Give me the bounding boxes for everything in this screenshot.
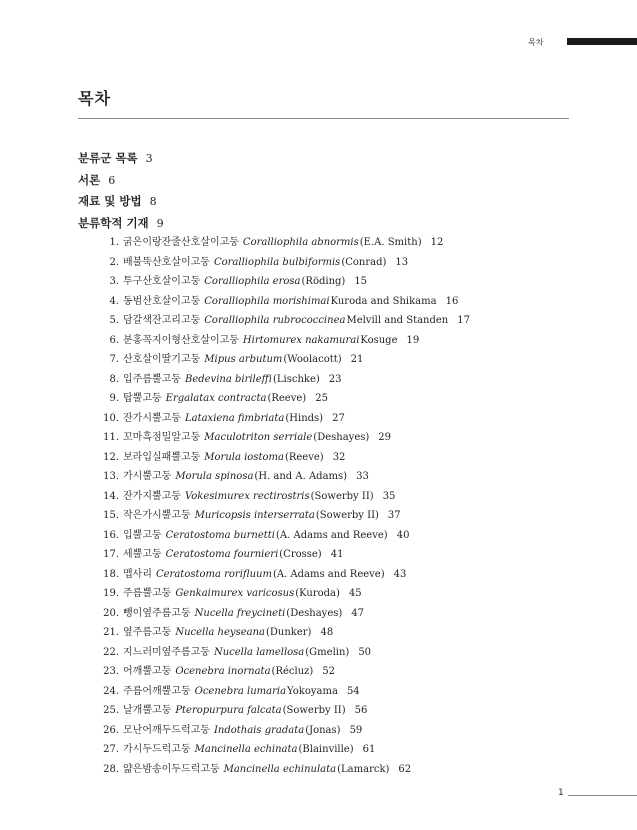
korean-name: 꼬마흑점밀알고둥 xyxy=(123,432,201,443)
korean-name: 잔가시뿔고둥 xyxy=(123,412,181,424)
entry-page: 13 xyxy=(395,256,409,268)
section-label: 서론 xyxy=(78,172,101,187)
korean-name: 옆주름고둥 xyxy=(123,627,172,638)
author-name: (Sowerby II) xyxy=(282,705,346,716)
korean-name: 맵사리 xyxy=(123,568,152,580)
scientific-name: Ocenebra inornata xyxy=(175,666,271,677)
korean-name: 분홍꼭지이형산호살이고둥 xyxy=(123,334,239,346)
scientific-name: Coralliophila bulbiformis xyxy=(213,256,341,268)
entry-number: 4. xyxy=(109,295,119,307)
section-label: 분류군 목록 xyxy=(78,151,138,165)
author-name: (Woolacott) xyxy=(283,354,342,365)
entry-page: 21 xyxy=(350,354,364,365)
section-label: 분류학적 기재 xyxy=(78,215,149,230)
entry-number: 14. xyxy=(103,490,119,502)
title-divider xyxy=(78,118,569,119)
entry-number: 23. xyxy=(103,666,119,677)
entry-number: 21. xyxy=(103,627,119,638)
page-number: 1 xyxy=(558,788,564,798)
section-page: 9 xyxy=(156,216,164,230)
author-name: (Hinds) xyxy=(285,412,324,424)
korean-name: 투구산호살이고둥 xyxy=(123,276,201,287)
entry-page: 33 xyxy=(356,471,369,482)
author-name: (Lamarck) xyxy=(337,763,390,775)
entry-page: 47 xyxy=(351,607,365,619)
author-name: (Blainville) xyxy=(298,744,354,755)
entry-page: 17 xyxy=(457,315,470,326)
entry-page: 19 xyxy=(406,334,420,346)
scientific-name: Morula spinosa xyxy=(175,471,254,482)
entry-number: 27. xyxy=(103,744,119,755)
entry-page: 62 xyxy=(398,763,412,775)
korean-name: 산호살이딸기고둥 xyxy=(123,354,201,365)
entry-number: 18. xyxy=(103,568,119,580)
entry-number: 7. xyxy=(109,354,119,365)
entry-page: 16 xyxy=(445,295,459,307)
entry-page: 54 xyxy=(346,685,360,697)
section-list xyxy=(78,148,164,234)
entry-number: 22. xyxy=(103,646,119,658)
entry-page: 41 xyxy=(330,549,344,560)
scientific-name: Ocenebra lumaria xyxy=(194,685,287,697)
korean-name: 잔가지뿔고둥 xyxy=(123,490,181,502)
page-title: 목차 xyxy=(78,89,111,108)
scientific-name: Coralliophila rubrococcinea xyxy=(204,315,346,326)
entry-number: 13. xyxy=(103,471,119,482)
korean-name: 가시뿔고둥 xyxy=(123,471,172,482)
entry-page: 25 xyxy=(315,393,328,404)
author-name: (Reeve) xyxy=(284,451,324,463)
korean-name: 배불뚝산호살이고둥 xyxy=(123,256,210,268)
author-name: (E.A. Smith) xyxy=(359,237,422,248)
korean-name: 가시두드럭고둥 xyxy=(123,744,191,755)
author-name: (Dunker) xyxy=(265,627,312,638)
entry-page: 29 xyxy=(378,432,392,443)
entry-number: 5. xyxy=(109,315,119,326)
entry-page: 61 xyxy=(362,744,376,755)
entry-number: 6. xyxy=(109,334,119,346)
section-label: 재료 및 방법 xyxy=(78,194,142,208)
entry-number: 25. xyxy=(103,705,119,716)
scientific-name: Mancinella echinata xyxy=(194,744,298,755)
korean-name: 보라입실패뿔고둥 xyxy=(123,451,201,463)
entry-number: 19. xyxy=(103,588,119,599)
author-name: (A. Adams and Reeve) xyxy=(272,568,385,580)
scientific-name: Lataxiena fimbriata xyxy=(184,412,285,424)
korean-name: 날개뿔고둥 xyxy=(123,705,172,716)
scientific-name: Genkaimurex varicosus xyxy=(175,588,295,599)
scientific-name: Vokesimurex rectirostris xyxy=(184,490,310,502)
author-name: (Crosse) xyxy=(279,549,322,560)
scientific-name: Maculotriton serriale xyxy=(204,432,313,443)
author-name: (Sowerby II) xyxy=(315,510,379,521)
korean-name: 입뿔고둥 xyxy=(123,529,162,541)
entry-number: 1. xyxy=(109,237,119,248)
author-name: (Reeve) xyxy=(267,393,307,404)
entry-page: 23 xyxy=(328,373,342,385)
author-name: (Conrad) xyxy=(341,256,387,268)
scientific-name: Ceratostoma rorifluum xyxy=(155,568,272,580)
entry-number: 11. xyxy=(103,432,119,443)
author-name: Kosuge xyxy=(360,334,398,346)
entry-number: 3. xyxy=(109,276,119,287)
entry-number: 8. xyxy=(109,373,119,385)
scientific-name: Coralliophila erosa xyxy=(204,276,301,287)
author-name: (Jonas) xyxy=(305,724,341,736)
entry-page: 15 xyxy=(354,276,368,287)
author-name: (Récluz) xyxy=(271,666,314,677)
scientific-name: Coralliophila abnormis xyxy=(242,237,359,248)
toc-section[interactable] xyxy=(78,213,164,235)
entry-page: 48 xyxy=(320,627,334,638)
entry-number: 20. xyxy=(103,607,119,619)
korean-name: 모난어깨두드럭고둥 xyxy=(123,724,210,736)
entry-number: 17. xyxy=(103,549,119,560)
footer-divider xyxy=(568,795,637,796)
korean-name: 어깨뿔고둥 xyxy=(123,666,172,677)
author-name: (Gmelin) xyxy=(305,646,350,658)
korean-name: 입주름뿔고둥 xyxy=(123,373,181,385)
author-name: (Röding) xyxy=(301,276,346,287)
scientific-name: Mancinella echinulata xyxy=(223,763,337,775)
scientific-name: Bedevina birileffi xyxy=(184,373,272,385)
korean-name: 지느러미옆주름고둥 xyxy=(123,646,210,658)
entry-number: 9. xyxy=(109,393,119,404)
scientific-name: Ceratostoma burnetti xyxy=(165,529,276,541)
korean-name: 탑뿔고둥 xyxy=(123,393,162,404)
entry-number: 28. xyxy=(103,763,119,775)
toc-section[interactable] xyxy=(78,170,164,192)
scientific-name: Indothais gradata xyxy=(213,724,305,736)
scientific-name: Morula iostoma xyxy=(204,451,284,463)
korean-name: 작은가시뿔고둥 xyxy=(123,510,191,521)
scientific-name: Mipus arbutum xyxy=(204,354,283,365)
entry-number: 24. xyxy=(103,685,119,697)
entry-number: 10. xyxy=(103,412,119,424)
author-name: (Kuroda) xyxy=(295,588,340,599)
author-name: (Lischke) xyxy=(272,373,320,385)
entry-page: 35 xyxy=(382,490,396,502)
section-page: 6 xyxy=(108,173,116,187)
scientific-name: Nucella lamellosa xyxy=(213,646,305,658)
author-name: (Sowerby II) xyxy=(310,490,374,502)
entry-number: 12. xyxy=(103,451,119,463)
scientific-name: Muricopsis interserrata xyxy=(194,510,315,521)
entry-number: 16. xyxy=(103,529,119,541)
author-name: Kuroda and Shikama xyxy=(330,295,437,307)
korean-name: 주름뿔고둥 xyxy=(123,588,172,599)
author-name: Yokoyama xyxy=(287,685,338,697)
entry-page: 50 xyxy=(358,646,372,658)
korean-name: 얇은밤송이두드럭고둥 xyxy=(123,763,220,775)
section-page: 3 xyxy=(145,152,153,165)
entry-page: 45 xyxy=(348,588,362,599)
author-name: (Deshayes) xyxy=(286,607,343,619)
author-name: (Deshayes) xyxy=(313,432,370,443)
author-name: (H. and A. Adams) xyxy=(254,471,348,482)
korean-name: 주름어깨뿔고둥 xyxy=(123,685,191,697)
entry-number: 2. xyxy=(109,256,119,268)
toc-section[interactable] xyxy=(78,148,164,170)
entry-page: 12 xyxy=(430,237,444,248)
entry-page: 52 xyxy=(322,666,336,677)
entry-page: 32 xyxy=(332,451,346,463)
scientific-name: Coralliophila morishimai xyxy=(204,295,330,307)
korean-name: 세뿔고둥 xyxy=(123,549,162,560)
korean-name: 뺑이옆주름고둥 xyxy=(123,607,191,619)
scientific-name: Nucella heyseana xyxy=(175,627,265,638)
entry-page: 27 xyxy=(332,412,345,424)
korean-name: 동범산호살이고둥 xyxy=(123,295,201,307)
entry-page: 59 xyxy=(349,724,363,736)
entry-page: 56 xyxy=(354,705,368,716)
toc-section[interactable] xyxy=(78,191,164,213)
scientific-name: Hirtomurex nakamurai xyxy=(242,334,360,346)
entry-number: 26. xyxy=(103,724,119,736)
entry-page: 37 xyxy=(387,510,401,521)
header-bar xyxy=(567,38,637,45)
scientific-name: Ceratostoma fournieri xyxy=(165,549,279,560)
entry-page: 43 xyxy=(393,568,407,580)
author-name: (A. Adams and Reeve) xyxy=(276,529,388,541)
korean-name: 굵은이랑잔줄산호살이고둥 xyxy=(123,237,239,248)
author-name: Melvill and Standen xyxy=(346,315,449,326)
korean-name: 담갈색잔고리고둥 xyxy=(123,315,201,326)
section-page: 8 xyxy=(149,195,157,208)
entry-number: 15. xyxy=(103,510,119,521)
entry-page: 40 xyxy=(396,529,410,541)
scientific-name: Ergalatax contracta xyxy=(165,393,267,404)
running-header-label: 목차 xyxy=(528,38,544,47)
scientific-name: Pteropurpura falcata xyxy=(175,705,282,716)
scientific-name: Nucella freycineti xyxy=(194,607,286,619)
